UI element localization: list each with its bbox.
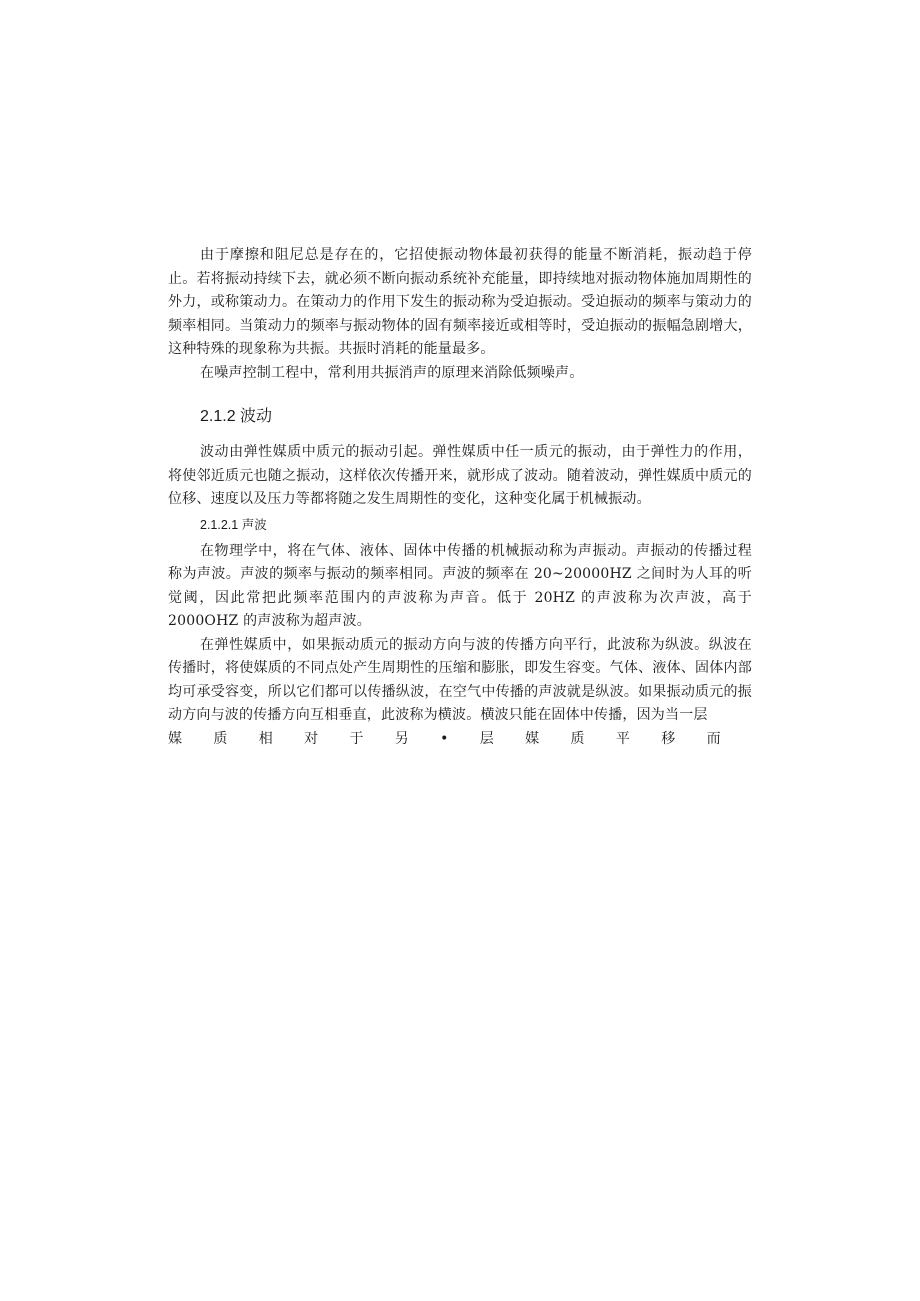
paragraph-longitudinal-transverse: 在弹性媒质中，如果振动质元的振动方向与波的传播方向平行，此波称为纵波。纵波在传播时，将使媒质的不同点处产生周期性的压缩和膨胀，即发生容变。气体、液体、固体内部均可承受容变，所以它们都可以传播纵波，在空气中传播的声波就是纵波。如果振动质元的振动方向与波的传播方向互相垂直，此波称为横波。横波只能在固体中传播，因为当一层 [168, 636, 752, 723]
spread-char: 媒 [525, 730, 540, 747]
spread-char: 相 [258, 730, 273, 747]
paragraph-forced-vibration: 由于摩擦和阻尼总是存在的，它招使振动物体最初获得的能量不断消耗，振动趋于停止。若将振动持续下去，就必须不断向振动系统补充能量，即持续地对振动物体施加周期性的外力，或称策动力。在策动力的作用下发生的振动称为受迫振动。受迫振动的频率与策动力的频率相同。当策动力的频率与振动物体的固有频率接近或相等时，受迫振动的振幅急剧增大，这种特殊的现象称为共振。共振时消耗的能量最多。 [168, 247, 752, 357]
spread-char: 另 [394, 730, 409, 747]
spread-char: 质 [213, 730, 228, 747]
document-body [168, 244, 752, 751]
spread-char: 层 [479, 730, 494, 747]
justified-last-line [168, 728, 752, 752]
paragraph-sound-wave: 在物理学中，将在气体、液体、固体中传播的机械振动称为声振动。声振动的传播过程称为声波。声波的频率与振动的频率相同。声波的频率在 20~20000HZ 之间时为人耳的听觉阈，因此常把此频率范围内的声波称为声音。低于 20HZ 的声波称为次声波，高于 2000OHZ 的声波称为超声波。 [168, 542, 752, 629]
spread-char: 媒 [168, 730, 182, 747]
spread-char: 而 [706, 730, 721, 747]
spread-char: 于 [349, 730, 364, 747]
paragraph-wave-motion: 波动由弹性媒质中质元的振动引起。弹性媒质中任一质元的振动，由于弹性力的作用，将使邻近质元也随之振动，这样依次传播开来，就形成了波动。随着波动，弹性媒质中质元的位移、速度以及压力等都将随之发生周期性的变化，这种变化属于机械振动。 [168, 444, 752, 507]
spread-char: 平 [615, 730, 630, 747]
spread-char: 质 [570, 730, 585, 747]
spread-char: 移 [661, 730, 676, 747]
spread-char: 对 [304, 730, 319, 747]
heading-2-1-2: 2.1.2 波动 [200, 408, 273, 425]
heading-2-1-2-1: 2.1.2.1 声波 [200, 517, 267, 532]
spread-char: • [440, 730, 449, 747]
paragraph-noise-control: 在噪声控制工程中，常利用共振消声的原理来消除低频噪声。 [200, 364, 584, 381]
